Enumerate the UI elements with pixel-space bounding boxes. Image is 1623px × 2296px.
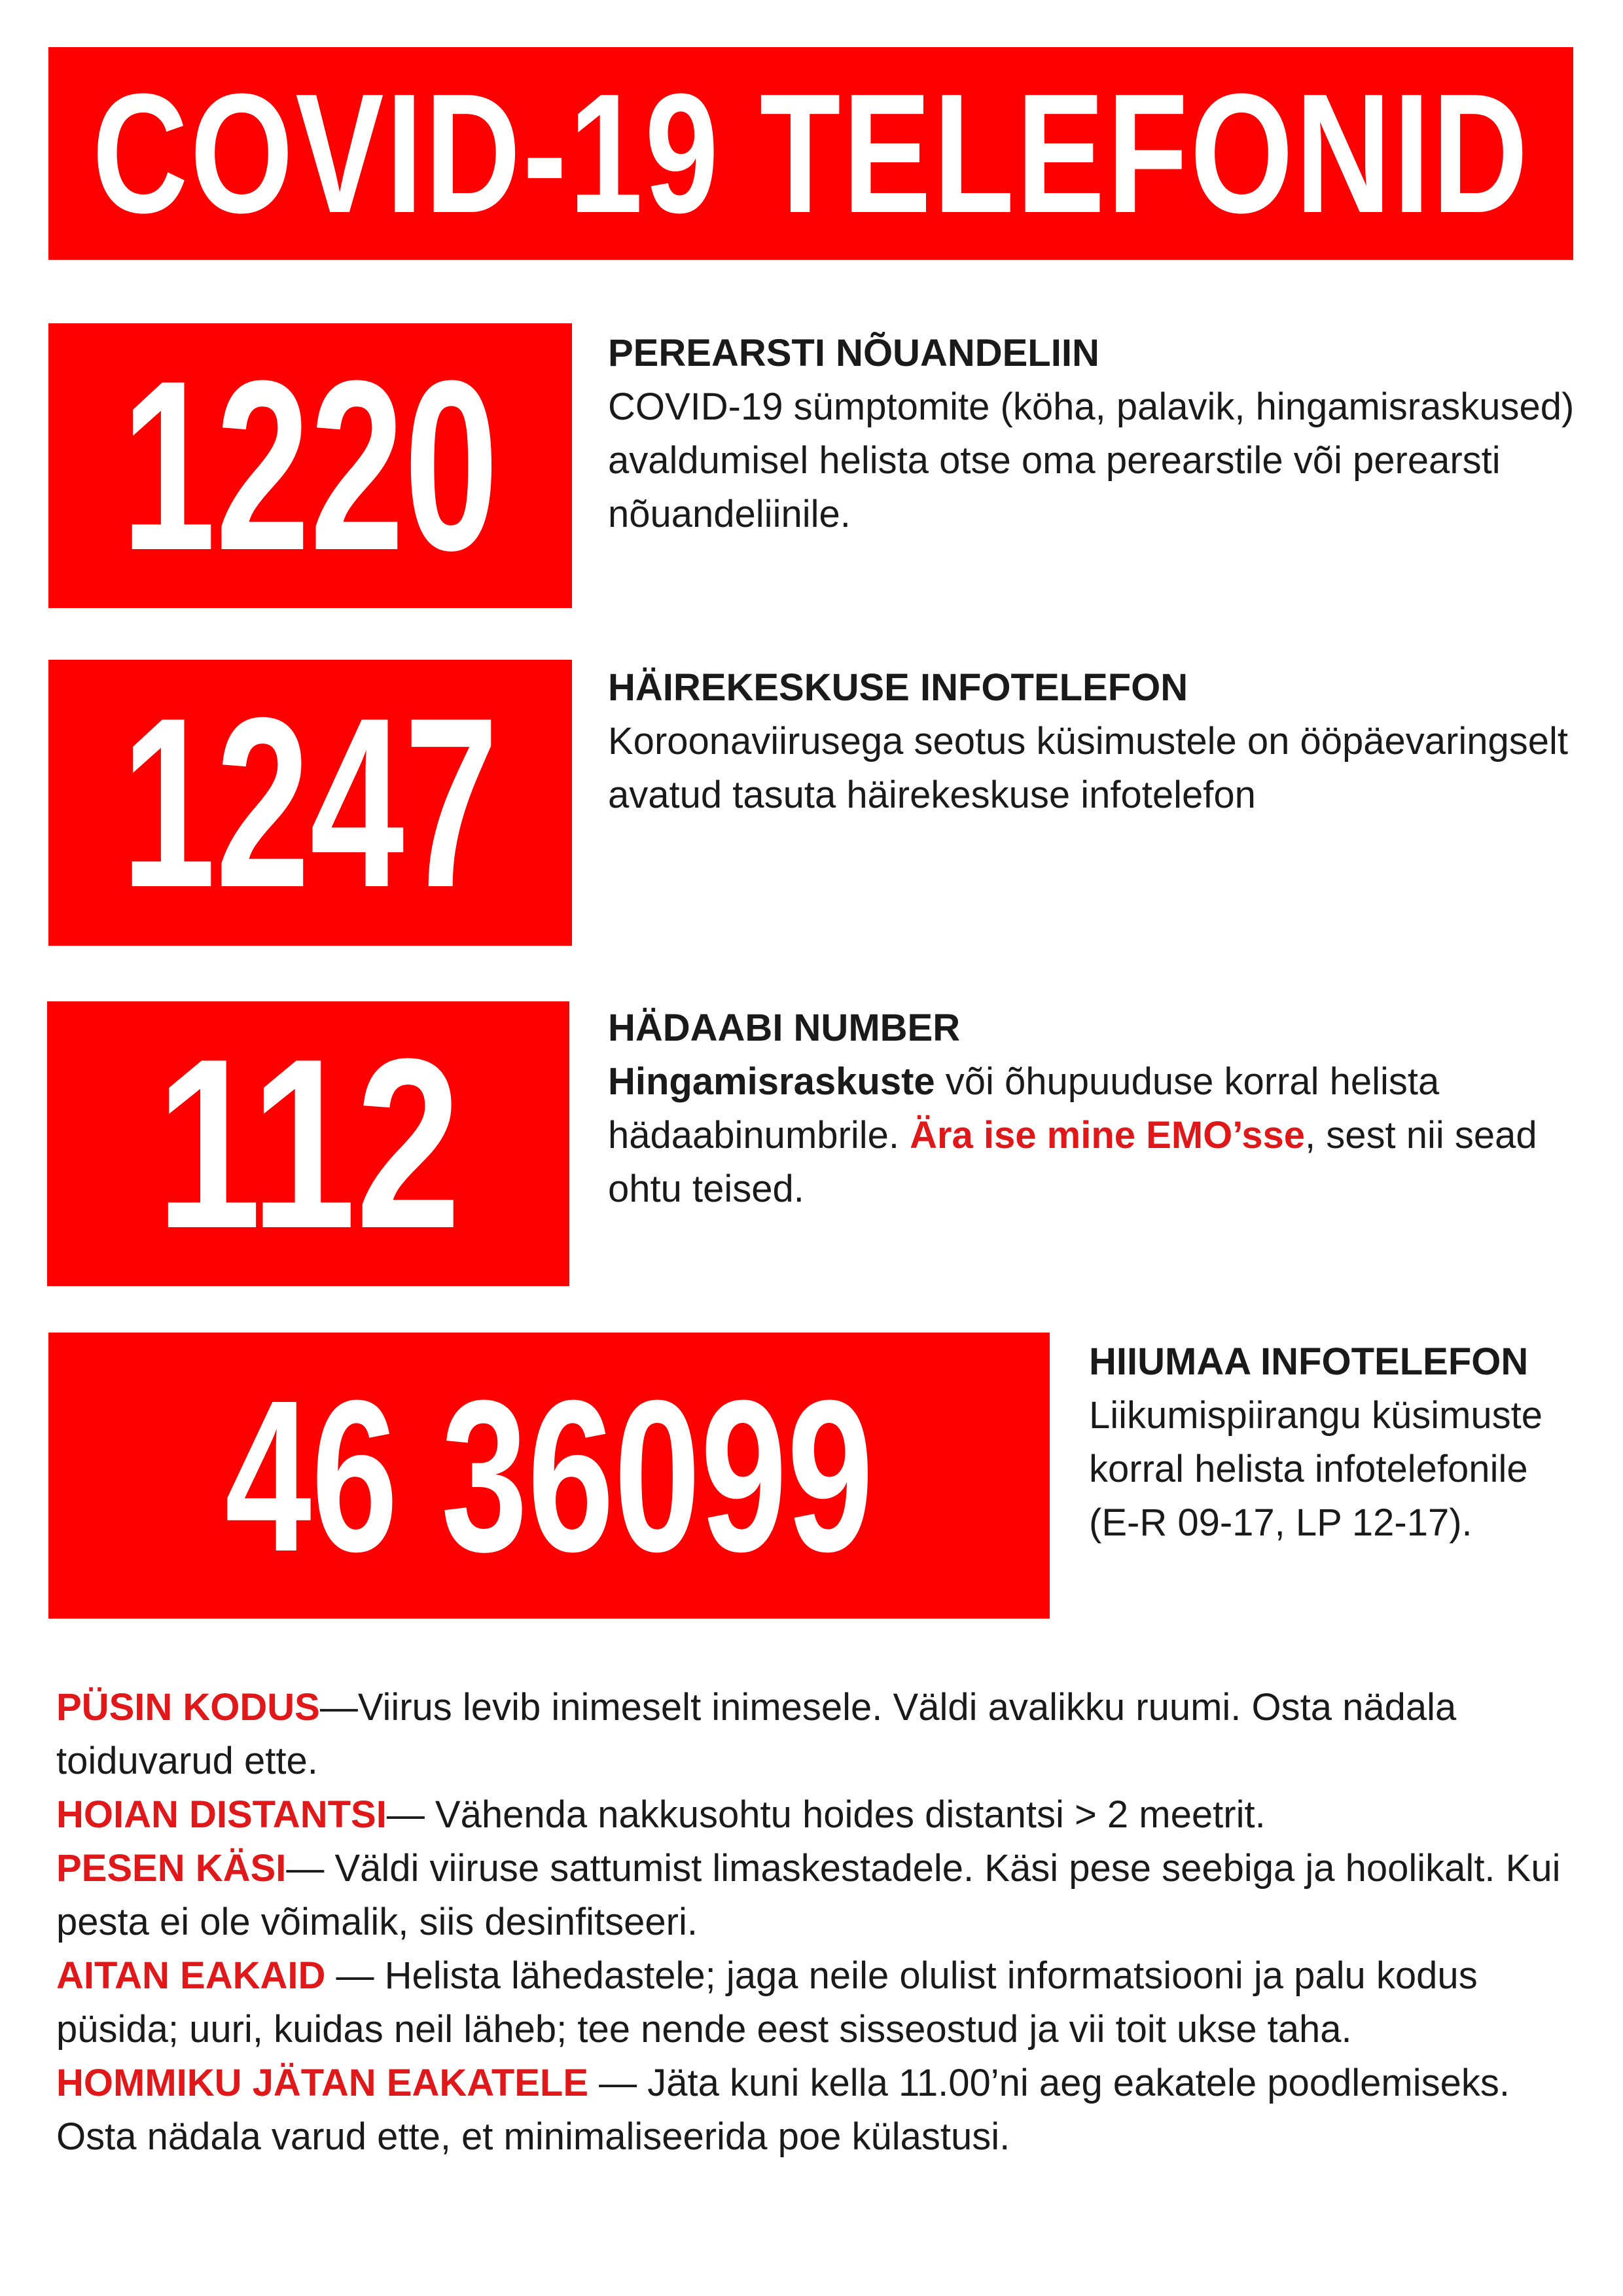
info-text: Liikumispiirangu küsimuste korral helista infotelefonile (E-R 09-17, LP 12-17). <box>1089 1394 1543 1544</box>
info-heading: HÄDAABI NUMBER <box>608 1007 961 1049</box>
number-box-1247 <box>48 660 572 946</box>
info-heading: PEREARSTI NÕUANDELIIN <box>608 332 1099 374</box>
info-text: Koroonaviirusega seotus küsimustele on ööpäevaringselt avatud tasuta häirekeskuse infotelefon <box>608 720 1568 816</box>
advice-item-help-elderly <box>56 1949 1581 2056</box>
phone-number[interactable]: 46 36099 <box>224 1354 874 1596</box>
advice-text: — Väldi viiruse sattumist limaskestadele. Käsi pese seebiga ja hoolikalt. Kui pesta ei ole võimalik, siis desinfitseeri. <box>56 1847 1561 1943</box>
advice-item-morning-elderly <box>56 2056 1581 2164</box>
phone-number[interactable]: 1220 <box>121 330 499 601</box>
advice-text: — Helista lähedastele; jaga neile olulist informatsiooni ja palu kodus püsida; uuri, kuidas neil läheb; tee nende eest sisseostud ja vii toit ukse taha. <box>56 1954 1478 2051</box>
number-box-1220 <box>48 323 572 608</box>
advice-text: —Viirus levib inimeselt inimesele. Väldi avalikku ruumi. Osta nädala toiduvarud ette. <box>56 1686 1457 1782</box>
info-block-hiiumaa <box>1089 1335 1586 1550</box>
info-text <box>608 1055 1577 1216</box>
phone-number[interactable]: 1247 <box>121 667 499 938</box>
info-text-middle: või õhupuuduse korral helista hädaabinumbrile. <box>608 1060 1440 1157</box>
info-block-family-doctor <box>608 327 1577 541</box>
advice-label: PESEN KÄSI <box>56 1847 287 1890</box>
advice-list <box>56 1681 1581 2164</box>
advice-text: — Vähenda nakkusohtu hoides distantsi > 2 meetrit. <box>386 1793 1266 1836</box>
number-box-hiiumaa <box>48 1333 1050 1619</box>
advice-label: AITAN EAKAID <box>56 1954 326 1997</box>
advice-label: HOMMIKU JÄTAN EAKATELE <box>56 2062 589 2104</box>
number-box-112 <box>47 1001 569 1286</box>
advice-item-stay-home <box>56 1681 1581 1788</box>
info-block-emergency-number <box>608 1001 1577 1216</box>
info-text-emphasis: Hingamisraskuste <box>608 1060 935 1103</box>
info-heading: HÄIREKESKUSE INFOTELEFON <box>608 666 1188 709</box>
info-heading: HIIUMAA INFOTELEFON <box>1089 1340 1529 1383</box>
info-text-end: , sest nii sead ohtu teised. <box>608 1114 1537 1210</box>
advice-item-wash-hands <box>56 1842 1581 1949</box>
advice-label: HOIAN DISTANTSI <box>56 1793 387 1836</box>
advice-item-distance <box>56 1788 1581 1842</box>
info-text: COVID-19 sümptomite (köha, palavik, hingamisraskused) avaldumisel helista otse oma perearstile või perearsti nõuandeliinile. <box>608 386 1575 535</box>
info-block-emergency-info <box>608 661 1577 822</box>
info-text-warning: Ära ise mine EMO’sse <box>910 1114 1305 1157</box>
advice-label: PÜSIN KODUS <box>56 1686 320 1729</box>
poster-title: COVID-19 TELEFONID <box>92 58 1530 249</box>
advice-text: — Jäta kuni kella 11.00’ni aeg eakatele poodlemiseks. Osta nädala varud ette, et minimaliseerida poe külastusi. <box>56 2062 1510 2158</box>
title-banner <box>48 47 1573 260</box>
phone-number[interactable]: 112 <box>156 1008 461 1279</box>
